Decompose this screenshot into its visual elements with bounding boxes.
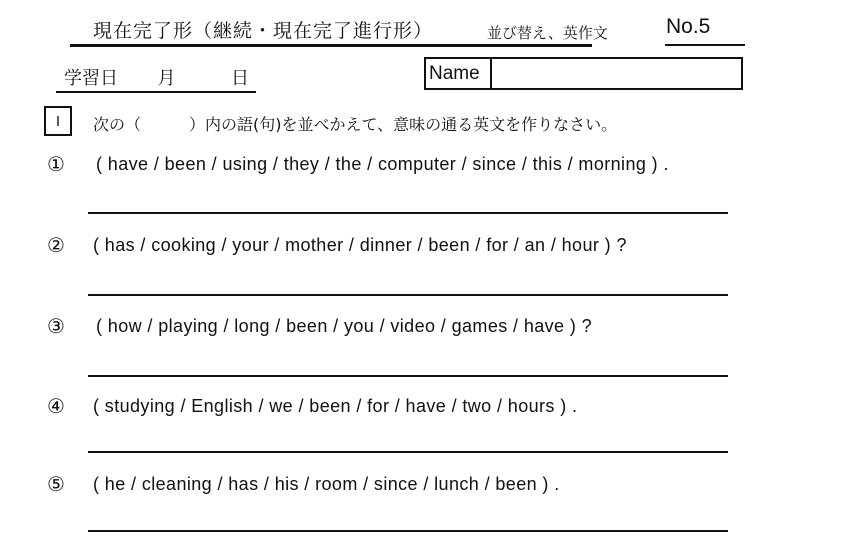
worksheet-title: 現在完了形（継続・現在完了進行形）	[93, 20, 434, 42]
date-underline	[56, 91, 256, 93]
question-1-text: ( have / been / using / they / the / computer / since / this / morning ) .	[96, 154, 669, 174]
name-field[interactable]	[494, 60, 740, 87]
study-date-day: 日	[230, 68, 249, 89]
question-4-number: ④	[47, 394, 65, 418]
question-2-text: ( has / cooking / your / mother / dinner / been / for / an / hour ) ?	[93, 235, 627, 255]
section-number: I	[44, 106, 72, 136]
title-underline	[70, 44, 592, 47]
question-5-answer-line[interactable]	[88, 530, 728, 532]
name-divider	[490, 57, 492, 90]
worksheet-number: No.5	[666, 15, 711, 38]
question-1-number: ①	[47, 152, 65, 176]
question-5-text: ( he / cleaning / has / his / room / since / lunch / been ) .	[93, 474, 560, 494]
worksheet-subtitle: 並び替え、英作文	[487, 24, 608, 42]
section-instruction: 次の（ ）内の語(句)を並べかえて、意味の通る英文を作りなさい。	[93, 115, 618, 134]
question-1-answer-line[interactable]	[88, 212, 728, 214]
question-5-number: ⑤	[47, 472, 65, 496]
number-underline	[665, 44, 745, 46]
study-date-label: 学習日	[64, 68, 118, 89]
question-3-number: ③	[47, 314, 65, 338]
study-date	[64, 64, 249, 90]
question-3-answer-line[interactable]	[88, 375, 728, 377]
name-label: Name	[429, 63, 480, 84]
question-4-text: ( studying / English / we / been / for / have / two / hours ) .	[93, 396, 578, 416]
question-4-answer-line[interactable]	[88, 451, 728, 453]
question-2-number: ②	[47, 233, 65, 257]
question-2-answer-line[interactable]	[88, 294, 728, 296]
study-date-month: 月	[157, 68, 176, 89]
question-3-text: ( how / playing / long / been / you / video / games / have ) ?	[96, 316, 593, 336]
